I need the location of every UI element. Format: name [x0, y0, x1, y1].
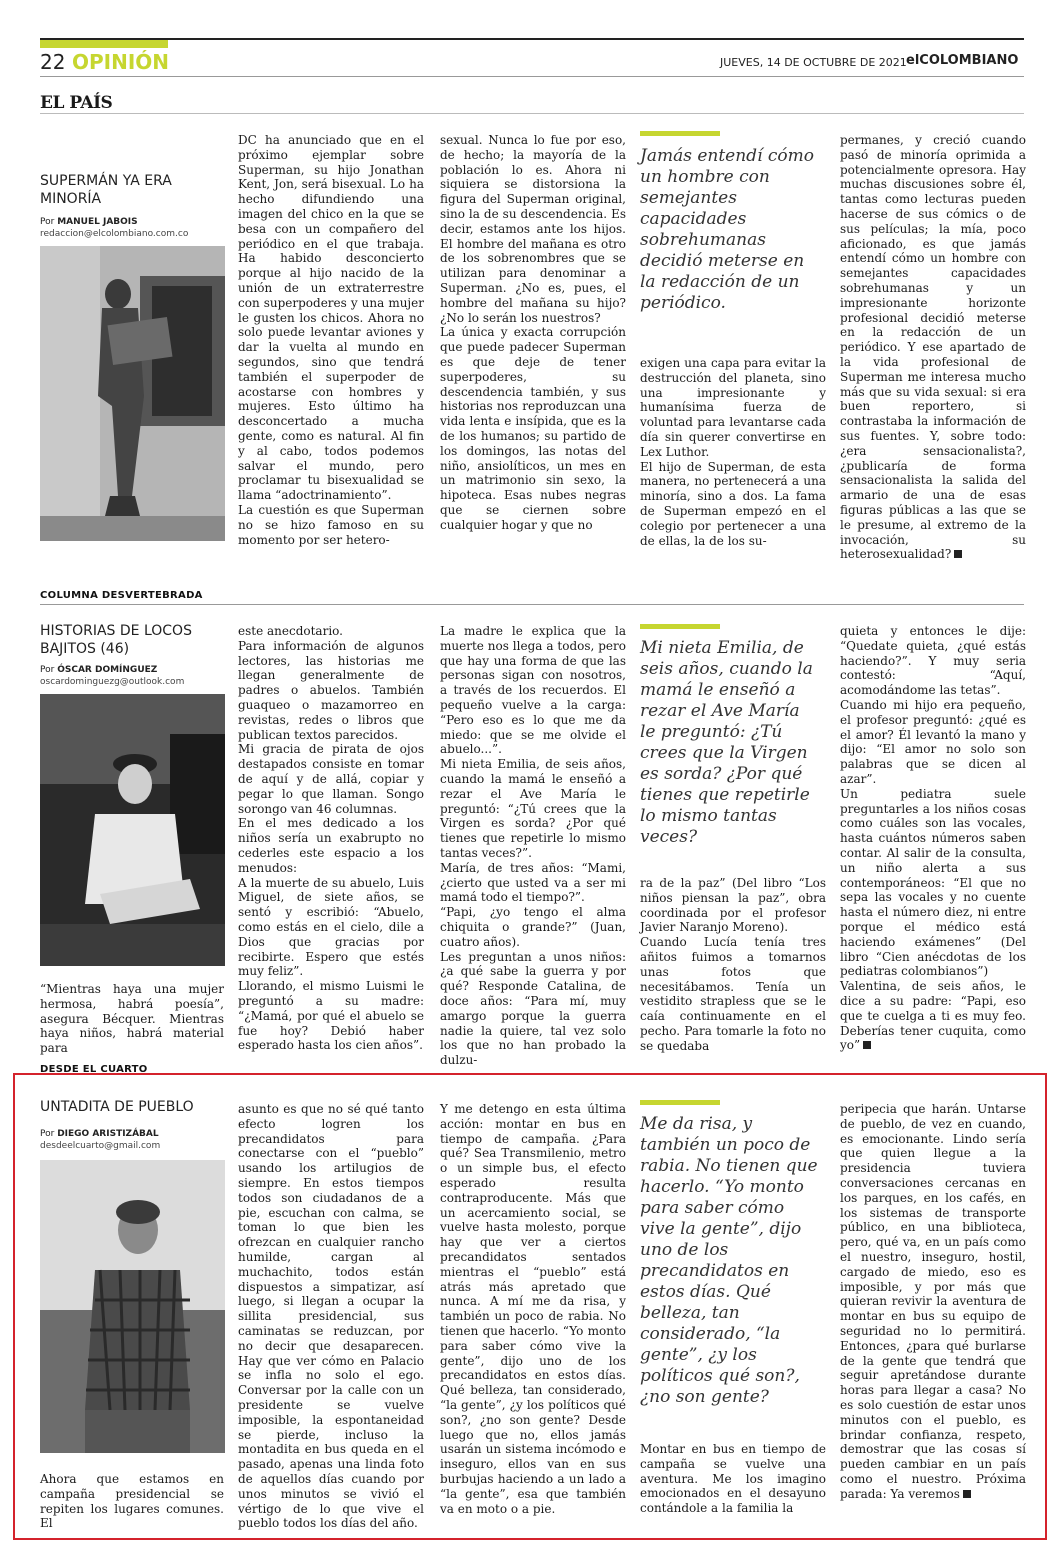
article-column: Y me detengo en esta última acción: montar en bus en tiempo de campaña. ¿Para qué? Sea Transmilenio, metro o un simple bus, el efecto esperado resulta contraproducente. Más que un acercamiento social, se vuelve hasta molesto, porque hay que ver a ciertos precandidatos sentados mientras el “pueblo” está atrás más apretado que nunca. A mí me da risa, y también un poco de rabia. No tienen que hacerlo. “Yo monto para saber cómo vive la gente”, dijo uno de los precandidatos en estos días. Qué belleza, tan considerado, “la gente”, ¿y los políticos qué son?, ¿no son gente? Desde luego que no, ellos jamás usarán un sistema incómodo e inseguro, ellos van en sus burbujas haciendo a un lado a “la gente”, esa que también va en moto o a pie.: [440, 1102, 626, 1516]
author-email[interactable]: oscardominguezg@outlook.com: [40, 677, 185, 687]
column-text: peripecia que harán. Untarse de pueblo, de vez en cuando, es emocionante. Lindo sería que quien llegue a la presidencia tuviera conversaciones cercanas en los parques, en los cafés, en los sistemas de transporte público, en una biblioteca, pero, qué va, en un país como el nuestro, inseguro, hostil, cargado de miedo, eso es imposible, y por más que quieran revivir la aventura de montar en bus su equipo de seguridad no lo permitirá. Entonces, ¿para qué burlarse de la gente que tendrá que seguir apretándose durante horas para llegar a casa? No es solo cuestión de estar unos minutos con el pueblo, es brindar confianza, respeto, demostrar que las cosas sí pueden cambiar en un país como el nuestro. Próxima parada: Ya veremos: [840, 1102, 1026, 1501]
section-accent-bar: [40, 40, 168, 48]
author-illustration: [40, 1160, 225, 1453]
author-illustration: [40, 694, 225, 966]
column-kicker: COLUMNA DESVERTEBRADA: [40, 590, 203, 601]
header-divider: [40, 76, 1024, 77]
byline: [40, 664, 157, 676]
newspaper-logo: elCOLOMBIANO: [906, 53, 1019, 68]
article-column: DC ha anunciado que en el próximo ejemplar sobre Superman, su hijo Jonathan Kent, Jon, será bisexual. Lo ha hecho difundiendo una imagen del chico en la que se besa con un compañero del periódico en el que trabaja. Ha habido desconcierto porque al hijo nacido de la unión de un extraterrestre con superpoderes y una mujer le gusten los chicos. Ahora no solo puede levantar aviones y dar la vuelta al mundo en segundos, sino que tendrá también el superpoder de acostarse con hombres y mujeres. Esto último ha desconcertado a mucha gente, como es natural. Al fin y al cabo, todos podemos salvar el mundo, pero proclamar tu bisexualidad se llama “adoctrinamiento”. La cuestión es que Superman no se hizo famoso en su momento por ser hetero-: [238, 133, 424, 547]
kicker-rule: [40, 604, 1024, 605]
article-column: sexual. Nunca lo fue por eso, de hecho; la mayoría de la población lo es. Ahora ni siquiera se distorsiona la figura del Superman original, sino la de su descendencia. Es decir, estamos ante los hijos. El hombre del mañana es otro de los sobrenombres que se utilizan para denominar a Superman. ¿No es, pues, el hombre del mañana su hijo? ¿No lo serán los nuestros? La única y exacta corrupción que puede padecer Superman es que deje de tener superpoderes, su descendencia también, y sus historias nos reproduzcan una vida lenta e insípida, que es la de los humanos; su partido de los domingos, las notas del niño, ansiolíticos, un mes en un matrimonio sin sexo, la hipoteca. Esas nubes negras que se ciernen sobre cualquier hogar y que no: [440, 133, 626, 532]
column-kicker: DESDE EL CUARTO: [40, 1064, 148, 1075]
column-text: permanes, y creció cuando pasó de minoría oprimida a potencialmente opresora. Hay muchas discusiones sobre él, tantas como lecturas pueden hacerse de sus cómics o de sus películas; la mía, poco aficionado, es que jamás entendí cómo un hombre con semejantes capacidades sobrehumanas y un impresionante horizonte profesional decidió meterse en la redacción de un periódico. Y ese apartado de la vida profesional de Superman me interesa mucho más que su vida sexual: si era buen reportero, si contrastaba la información de sus fuentes. Y, sobre todo: ¿era sensacionalista?, ¿publicaría de forma sensacionalista la salida del armario de una de esas figuras públicas a las que se le presume, al extremo de la invocación, su heterosexualidad?: [840, 133, 1026, 562]
author-name: MANUEL JABOIS: [57, 217, 138, 227]
byline-prefix: Por: [40, 665, 55, 675]
byline: [40, 1128, 159, 1140]
article-column: ra de la paz” (Del libro “Los niños piensan la paz”, obra coordinada por el profesor Javier Naranjo Moreno). Cuando Lucía tenía tres añitos fuimos a tomarnos unas fotos que necesitábamos. Tenía un vestidito strapless que se le caía continuamente en el pecho. Para tomarle la foto no se quedaba: [640, 876, 826, 1053]
article-column: [840, 1102, 1026, 1502]
byline: [40, 216, 138, 228]
article-column: La madre le explica que la muerte nos llega a todos, pero que hay una forma de que las personas sigan con nosotros, a través de los recuerdos. El pequeño vuelve a la carga: “Pero eso es lo que me da miedo: que se me olvide el abuelo...”. Mi nieta Emilia, de seis años, cuando la mamá le enseñó a rezar el Ave María le preguntó: “¿Tú crees que la Virgen es sorda? ¿Por qué tienes que repetirle lo mismo tantas veces?”. María, de tres años: “Mami, ¿cierto que usted va a ser mi mamá todo el tiempo?”. “Papi, ¿yo tengo el alma chiquita o grande?” (Juan, cuatro años). Les preguntan a unos niños: ¿a qué sabe la guerra y por qué? Responde Catalina, de doce años: “Para mí, muy amargo porque la guerra nadie la quiere, tal vez solo los que no han probado la dulzu-: [440, 624, 626, 1068]
article-column: [840, 133, 1026, 562]
end-mark-icon: [954, 550, 962, 558]
byline-prefix: Por: [40, 217, 55, 227]
author-email[interactable]: redaccion@elcolombiano.com.co: [40, 229, 189, 239]
author-email[interactable]: desdeelcuarto@gmail.com: [40, 1141, 161, 1151]
article-column: “Mientras haya una mujer hermosa, habrá poesía”, asegura Bécquer. Mientras haya niños, habrá material para: [40, 982, 224, 1056]
article-column: este anecdotario. Para información de algunos lectores, las historias me llegan generalmente de padres o abuelos. También guaqueo o mazamorreo en revistas, redes o libros que publican textos parecidos. Mi gracia de pirata de ojos destapados consiste en tomar de aquí y de allá, copiar y pegar lo que llaman. Songo sorongo van 46 columnas. En el mes dedicado a los niños sería un exabrupto no cederles este espacio a los menudos: A la muerte de su abuelo, Luis Miguel, de siete años, se sentó y escribió: “Abuelo, como estás en el cielo, dile a Dios que gracias por recibirte. Espero que estés muy feliz”. Llorando, el mismo Luismi le preguntó a su madre: “¿Mamá, por qué el abuelo se fue hoy? Debió haber esperado hasta los cien años”.: [238, 624, 424, 1053]
article-column: exigen una capa para evitar la destrucción del planeta, sino una impresionante y humanísima fuerza de voluntad para levantarse cada día sin querer convertirse en Lex Luthor. El hijo de Superman, de esta manera, no pertenecerá a una minoría, sino a dos. La fama de Superman empezó en el colegio por pertenecer a una de ellas, la de los su-: [640, 356, 826, 548]
article-column: asunto es que no sé qué tanto efecto logren los precandidatos para conectarse con el “pueblo” usando los artilugios de siempre. En estos tiempos todos son ciudadanos de a pie, escuchan con calma, se toman lo que bien les ofrezcan en cualquier rancho humilde, cargan al muchachito, todos están dispuestos a simpatizar, así luego, si llegan a ocupar la sillita presidencial, sus caminatas se reduzcan, por no decir que desaparecen. Hay que ver cómo en Palacio se infla no solo el ego. Conversar por la calle con un presidente se vuelve imposible, la espontaneidad se pierde, incluso la montadita en bus queda en el pasado, apenas una linda foto de aquellos días cuando por unos minutos se vivió el vértigo de lo que vive el pueblo todos los días del año.: [238, 1102, 424, 1531]
end-mark-icon: [963, 1490, 971, 1498]
author-name: DIEGO ARISTIZÁBAL: [57, 1129, 159, 1139]
column-text: quieta y entonces le dije: “Quedate quieta, ¿qué estás haciendo?”. Y muy seria contestó: “Aquí, acomodándome las tetas”. Cuando mi hijo era pequeño, el profesor preguntó: ¿qué es el amor? Él levantó la mano y dijo: “El amor no solo son palabras que se dicen al azar”. Un pediatra suele preguntarles a los niños cosas como cuáles son las vocales, hasta cuántos números saben contar. Al salir de la consulta, un niño alerta a sus contemporáneos: “El que no sepa las vocales y no cuente hasta el número diez, ni entre porque el médico está haciendo exámenes” (Del libro “Cien anécdotas de los pediatras colombianos”) Valentina, de seis años, le dice a su padre: “Papi, eso que te cuelga a ti es muy feo. Deberías tener cuquita, como yo”: [840, 624, 1026, 1053]
quote-accent-bar: [640, 1100, 720, 1105]
article-column: [840, 624, 1026, 1053]
pull-quote: Me da risa, y también un poco de rabia. No tienen que hacerlo. “Yo monto para saber cómo vive la gente”, dijo uno de los precandidatos en estos días. Qué belleza, tan considerado, “la gente”, ¿y los políticos qué son?, ¿no son gente?: [640, 1114, 818, 1407]
statue-photo: [40, 246, 225, 541]
page-number: 22: [40, 50, 66, 74]
end-mark-icon: [863, 1041, 871, 1049]
quote-accent-bar: [640, 131, 720, 136]
issue-date: JUEVES, 14 DE OCTUBRE DE 2021: [720, 56, 907, 69]
byline-prefix: Por: [40, 1129, 55, 1139]
statue-illustration: [40, 246, 225, 541]
pull-quote: Jamás entendí cómo un hombre con semejantes capacidades sobrehumanas decidió meterse en la redacción de un periódico.: [640, 146, 815, 313]
article-column: Montar en bus en tiempo de campaña se vuelve una aventura. Me los imagino emocionados en el desayuno contándole a la familia la: [640, 1442, 826, 1516]
quote-accent-bar: [640, 624, 720, 629]
article-title: UNTADITA DE PUEBLO: [40, 1099, 194, 1115]
section-title: OPINIÓN: [72, 50, 170, 74]
author-photo: [40, 694, 225, 966]
header-rule: [40, 38, 1024, 40]
author-name: ÓSCAR DOMÍNGUEZ: [57, 665, 158, 675]
author-photo: [40, 1160, 225, 1453]
article-column: Ahora que estamos en campaña presidencial se repiten los lugares comunes. El: [40, 1472, 224, 1531]
article-title: HISTORIAS DE LOCOS BAJITOS (46): [40, 623, 192, 657]
source-divider: [40, 113, 1024, 114]
pull-quote: Mi nieta Emilia, de seis años, cuando la mamá le enseñó a rezar el Ave María le preguntó: ¿Tú crees que la Virgen es sorda? ¿Por qué tienes que repetirle lo mismo tantas veces?: [640, 638, 813, 847]
source-logo: EL PAÍS: [40, 93, 113, 113]
article-title: SUPERMÁN YA ERA MINORÍA: [40, 173, 172, 207]
